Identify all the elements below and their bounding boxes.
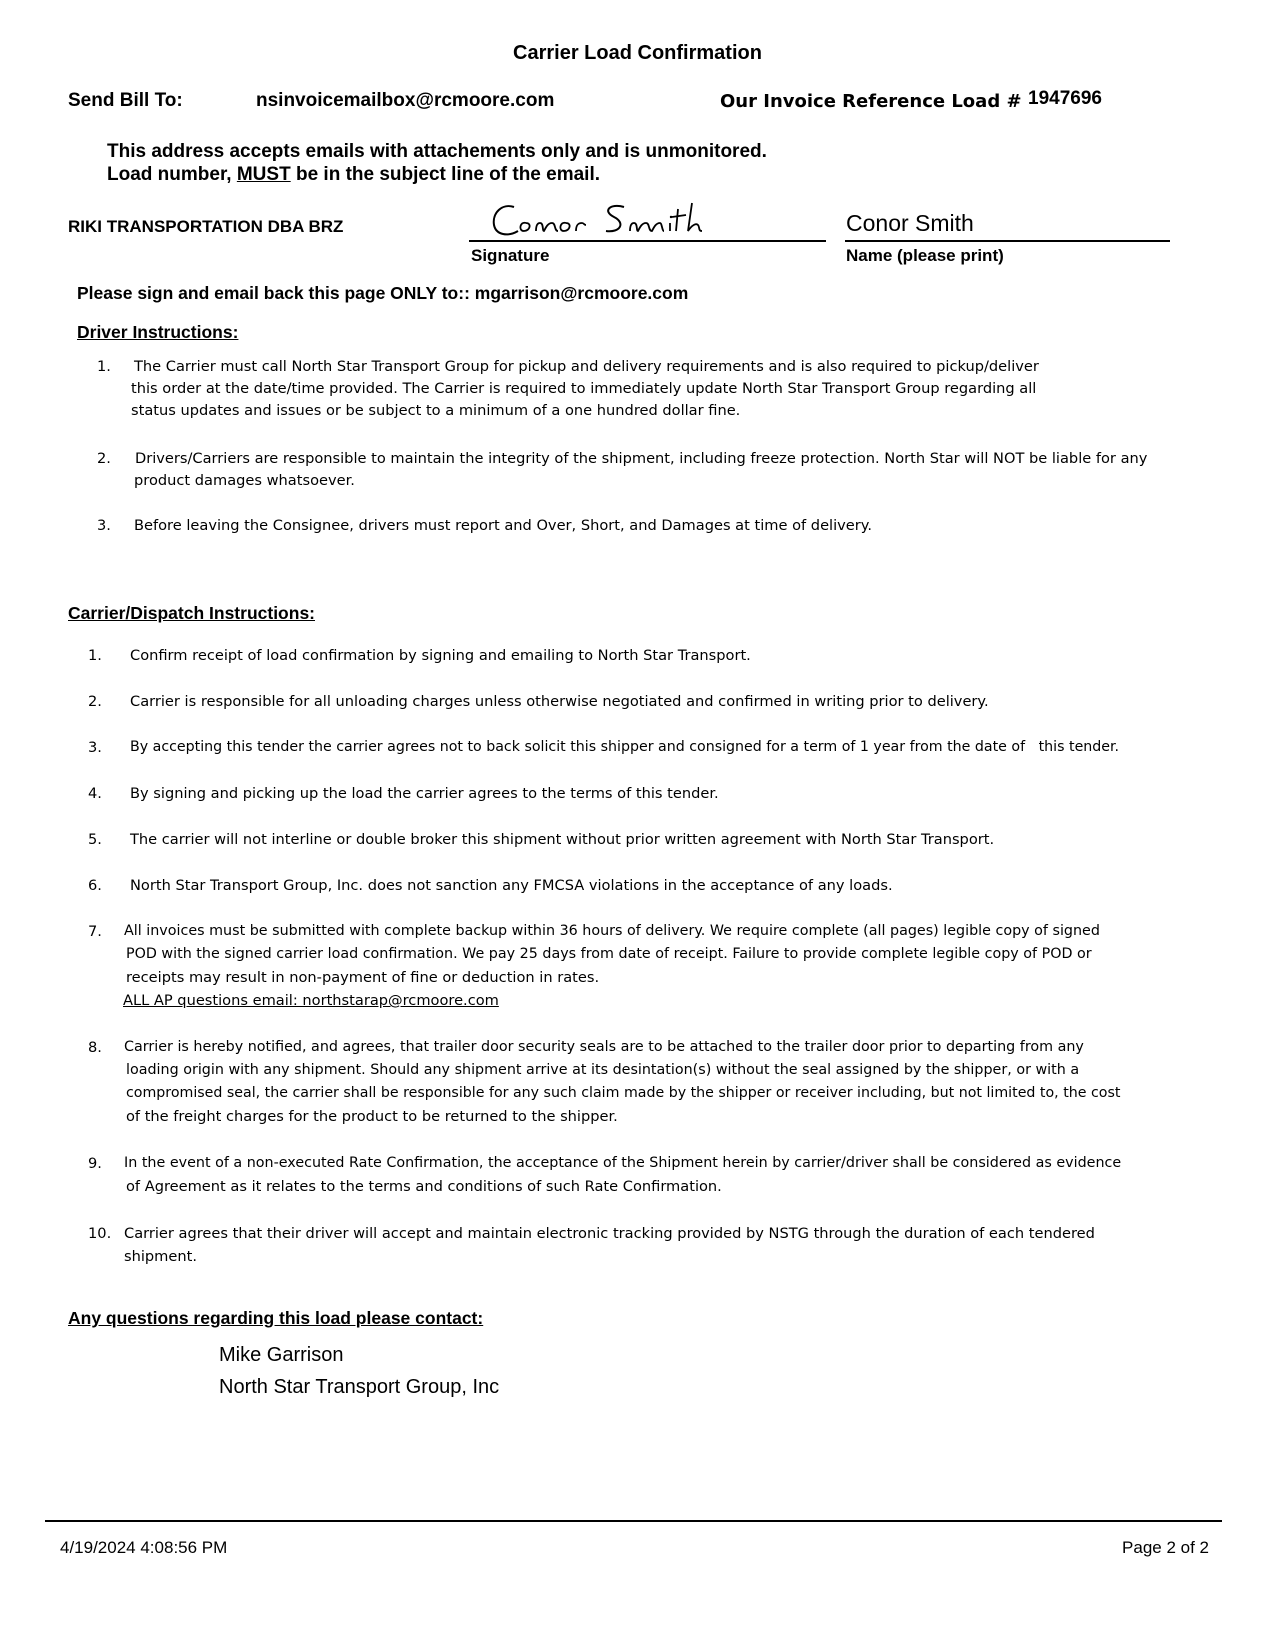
contact-name: Mike Garrison xyxy=(219,1344,344,1366)
signature-label: Signature xyxy=(471,246,550,265)
driver-instructions-list: 1. The Carrier must call North Star Transport Group for pickup and delivery requirements and is also required to pickup/deliver this order at the date/time provided. The Carrier is required to immediately update North Star Transport Group regarding all status updates and issues or be subject to a minimum of a one hundred dollar fine. 2. Drivers/Carriers are responsible to maintain the integrity of the shipment, including freeze protection. North Star will NOT be liable for any product damages whatsoever. 3. Before leaving the Consignee, drivers must report and Over, Short, and Damages at time of delivery. xyxy=(97,358,1148,534)
notice-line-2: Load number, MUST be in the subject line of the email. xyxy=(107,164,601,185)
footer-rule xyxy=(45,1520,1222,1522)
carrier-instructions-list: 1. Confirm receipt of load confirmation by signing and emailing to North Star Transport. 2. Carrier is responsible for all unloading charges unless otherwise negotiated and confirmed in writing prior to delivery. 3. By accepting this tender the carrier agrees not to back solicit this shipper and consigned for a term of 1 year from the date of this tender. 4. By signing and picking up the load the carrier agrees to the terms of this tender. 5. The carrier will not interline or double broker this shipment without prior written agreement with North Star Transport. 6. North Star Transport Group, Inc. does not sanction any FMCSA violations in the acceptance of any loads. 7. All invoices must be submitted with complete backup within 36 hours of delivery. We require complete (all pages) legible copy of signed POD with the signed carrier load confirmation. We pay 25 days from date of receipt. Failure to provide complete legible copy of POD or receipts may result in non-payment of fine or deduction in rates. ALL AP questions email: northstarap@rcmoore.com 8. Carrier is hereby notified, and agrees, that trailer door security seals are to be attached to the trailer door prior to departing from any loading origin with any shipment. Should any shipment arrive at its desintation(s) without the seal assigned by the shipper, or with a compromised seal, the carrier shall be responsible for any such claim made by the shipper or receiver including, but not limited to, the cost of the freight charges for the product to be returned to the shipper. 9. In the event of a non-executed Rate Confirmation, the acceptance of the Shipment herein by carrier/driver shall be considered as evidence of Agreement as it relates to the terms and conditions of such Rate Confirmation. 10. Carrier agrees that their driver will accept and maintain electronic tracking provided by NSTG through the duration of each tendered shipment. xyxy=(88,647,1122,1265)
carrier-instructions-heading: Carrier/Dispatch Instructions: xyxy=(68,603,315,623)
invoice-reference-label: Our Invoice Reference Load # xyxy=(720,91,1022,112)
contact-company: North Star Transport Group, Inc xyxy=(219,1376,500,1398)
signature-line xyxy=(469,240,826,242)
name-label: Name (please print) xyxy=(846,246,1004,265)
footer-timestamp: 4/19/2024 4:08:56 PM xyxy=(60,1538,228,1557)
printed-name: Conor Smith xyxy=(846,210,974,236)
driver-instructions-heading: Driver Instructions: xyxy=(77,322,239,342)
must-emphasis: MUST xyxy=(236,164,291,185)
page-title: Carrier Load Confirmation xyxy=(513,42,762,64)
carrier-name: RIKI TRANSPORTATION DBA BRZ xyxy=(68,217,344,236)
bill-email: nsinvoicemailbox@rcmoore.com xyxy=(256,90,555,111)
load-number: 1947696 xyxy=(1028,88,1102,109)
name-line xyxy=(845,240,1170,242)
sign-back-instruction: Please sign and email back this page ONLY to:: mgarrison@rcmoore.com xyxy=(77,283,689,303)
signature-image xyxy=(486,197,706,245)
notice-line-1: This address accepts emails with attachements only and is unmonitored. xyxy=(107,141,767,162)
page-number: Page 2 of 2 xyxy=(1122,1538,1209,1557)
send-bill-label: Send Bill To: xyxy=(68,90,183,111)
contact-heading: Any questions regarding this load please contact: xyxy=(68,1308,484,1328)
ap-questions-email: ALL AP questions email: northstarap@rcmoore.com xyxy=(123,992,499,1009)
